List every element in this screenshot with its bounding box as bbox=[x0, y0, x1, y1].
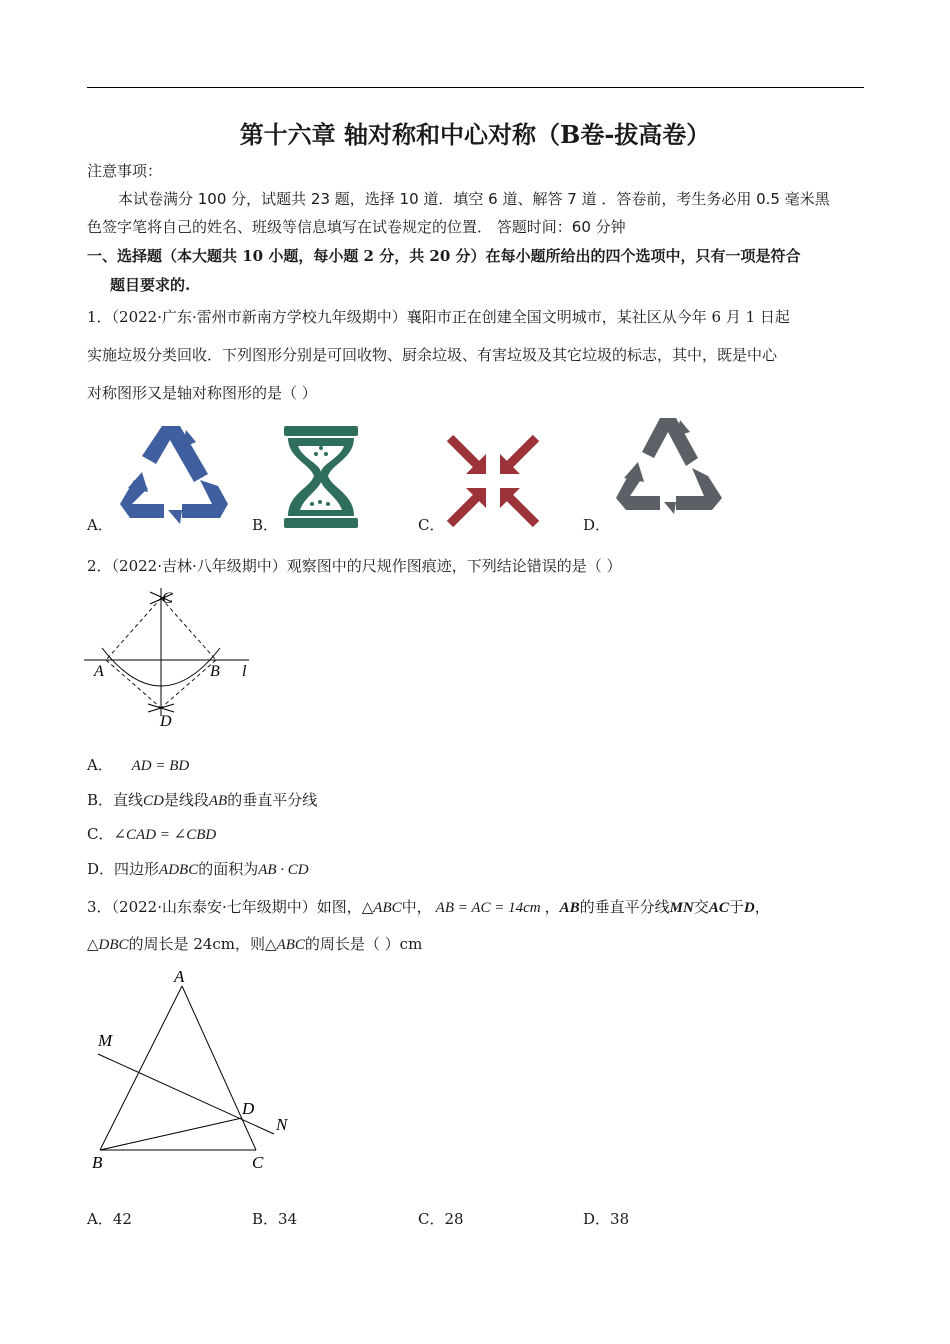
q2-option-b-math-2: AB bbox=[208, 793, 228, 809]
q2-option-b-label: B．直线 bbox=[87, 791, 144, 809]
q3-line2-text-2: 的周长是（ ）cm bbox=[304, 935, 423, 953]
q3-text-5: 交 bbox=[693, 898, 709, 916]
q2-option-c-math: ∠CAD = ∠CBD bbox=[113, 827, 217, 843]
q2-label-b: B bbox=[210, 663, 220, 680]
kitchen-waste-symbol-figure bbox=[280, 424, 362, 530]
q1-option-c[interactable]: C． bbox=[418, 516, 445, 534]
q2-construction-figure bbox=[84, 584, 264, 734]
section-heading-line-1: 一、选择题（本大题共 10 小题，每小题 2 分，共 20 分）在每小题所给出的四个选项中，只有一项是符合 bbox=[87, 247, 801, 265]
q3-math-6: D bbox=[743, 900, 755, 916]
q1-stem-line-1: 1．（2022·广东·雷州市新南方学校九年级期中）襄阳市正在创建全国文明城市，某社区从今年 6 月 1 日起 bbox=[87, 308, 790, 326]
q1-stem-line-2: 实施垃圾分类回收．下列图形分别是可回收物、厨余垃圾、有害垃圾及其它垃圾的标志，其中，既是中心 bbox=[87, 346, 778, 364]
q3-math-2: AB = AC = 14cm bbox=[435, 900, 541, 916]
q2-option-b[interactable] bbox=[87, 789, 317, 810]
q3-text-1: 3．（2022·山东泰安·七年级期中）如图， bbox=[87, 898, 362, 916]
q3-text-6: 于 bbox=[728, 898, 744, 916]
q2-option-a[interactable] bbox=[87, 754, 189, 775]
q3-label-n: N bbox=[276, 1115, 288, 1134]
q2-label-d: D bbox=[160, 713, 172, 730]
q1-stem-line-3: 对称图形又是轴对称图形的是（ ） bbox=[87, 384, 317, 402]
q2-label-a: A bbox=[94, 663, 104, 680]
q2-option-a-label: A． bbox=[87, 756, 113, 774]
q3-label-c: C bbox=[252, 1153, 264, 1172]
top-rule bbox=[87, 87, 864, 88]
q3-label-b: B bbox=[92, 1153, 103, 1172]
q3-label-d: D bbox=[242, 1099, 255, 1118]
q3-math-1: △ABC bbox=[361, 900, 402, 916]
q3-text-3: ， bbox=[544, 898, 560, 916]
recycle-symbol-figure bbox=[112, 420, 234, 530]
q3-option-d[interactable]: D．38 bbox=[583, 1210, 630, 1228]
q3-line2-math-2: △ABC bbox=[265, 937, 305, 953]
q2-label-l: l bbox=[242, 663, 247, 680]
q2-option-c[interactable] bbox=[87, 823, 216, 844]
q2-option-b-math-1: CD bbox=[143, 793, 164, 809]
q3-text-7: ， bbox=[754, 898, 770, 916]
q3-math-3: AB bbox=[559, 900, 580, 916]
q1-option-d[interactable]: D． bbox=[583, 516, 611, 534]
hazardous-waste-symbol-figure bbox=[444, 432, 542, 530]
q3-math-5: AC bbox=[708, 900, 729, 916]
q3-option-b[interactable]: B．34 bbox=[252, 1210, 298, 1228]
q1-option-b[interactable]: B． bbox=[252, 516, 279, 534]
q3-line2-text-1: 的周长是 24cm，则 bbox=[128, 935, 266, 953]
notice-line-1: 本试卷满分 100 分，试题共 23 题，选择 10 道．填空 6 道、解答 7 道 ．答卷前，考生务必用 0.5 毫米黑 bbox=[118, 190, 830, 208]
q3-stem-line-1 bbox=[87, 896, 770, 917]
q3-text-4: 的垂直平分线 bbox=[579, 898, 670, 916]
q3-option-c[interactable]: C．28 bbox=[418, 1210, 464, 1228]
q3-line2-math-1: △DBC bbox=[87, 937, 129, 953]
notice-heading: 注意事项： bbox=[87, 162, 163, 180]
q3-label-m: M bbox=[98, 1031, 113, 1050]
q2-label-c: C bbox=[162, 590, 173, 607]
q2-option-c-label: C． bbox=[87, 825, 114, 843]
q2-option-d-math-1: ADBC bbox=[159, 862, 199, 878]
q2-option-d[interactable] bbox=[87, 858, 309, 879]
q2-option-a-math: AD = BD bbox=[131, 758, 190, 774]
q2-option-b-end: 的垂直平分线 bbox=[227, 791, 318, 809]
q3-option-a[interactable]: A．42 bbox=[87, 1210, 132, 1228]
section-heading-line-2: 题目要求的. bbox=[110, 276, 191, 294]
q3-math-4: MN bbox=[669, 900, 694, 916]
q2-option-d-mid: 的面积为 bbox=[198, 860, 259, 878]
q3-triangle-figure bbox=[88, 962, 308, 1176]
q2-stem: 2．（2022·吉林·八年级期中）观察图中的尺规作图痕迹，下列结论错误的是（ ） bbox=[87, 557, 622, 575]
q3-stem-line-2 bbox=[87, 933, 422, 954]
q3-text-2: 中， bbox=[401, 898, 432, 916]
other-waste-symbol-figure bbox=[612, 414, 726, 530]
q2-option-b-mid: 是线段 bbox=[163, 791, 209, 809]
q3-label-a: A bbox=[174, 967, 185, 986]
q2-option-d-label: D．四边形 bbox=[87, 860, 160, 878]
notice-line-2: 色签字笔将自己的姓名、班级等信息填写在试卷规定的位置． 答题时间：60 分钟 bbox=[87, 218, 626, 236]
q1-option-a[interactable]: A． bbox=[87, 516, 113, 534]
q2-option-d-math-2: AB · CD bbox=[258, 862, 309, 878]
page-title: 第十六章 轴对称和中心对称（B卷-拔高卷） bbox=[239, 120, 711, 149]
